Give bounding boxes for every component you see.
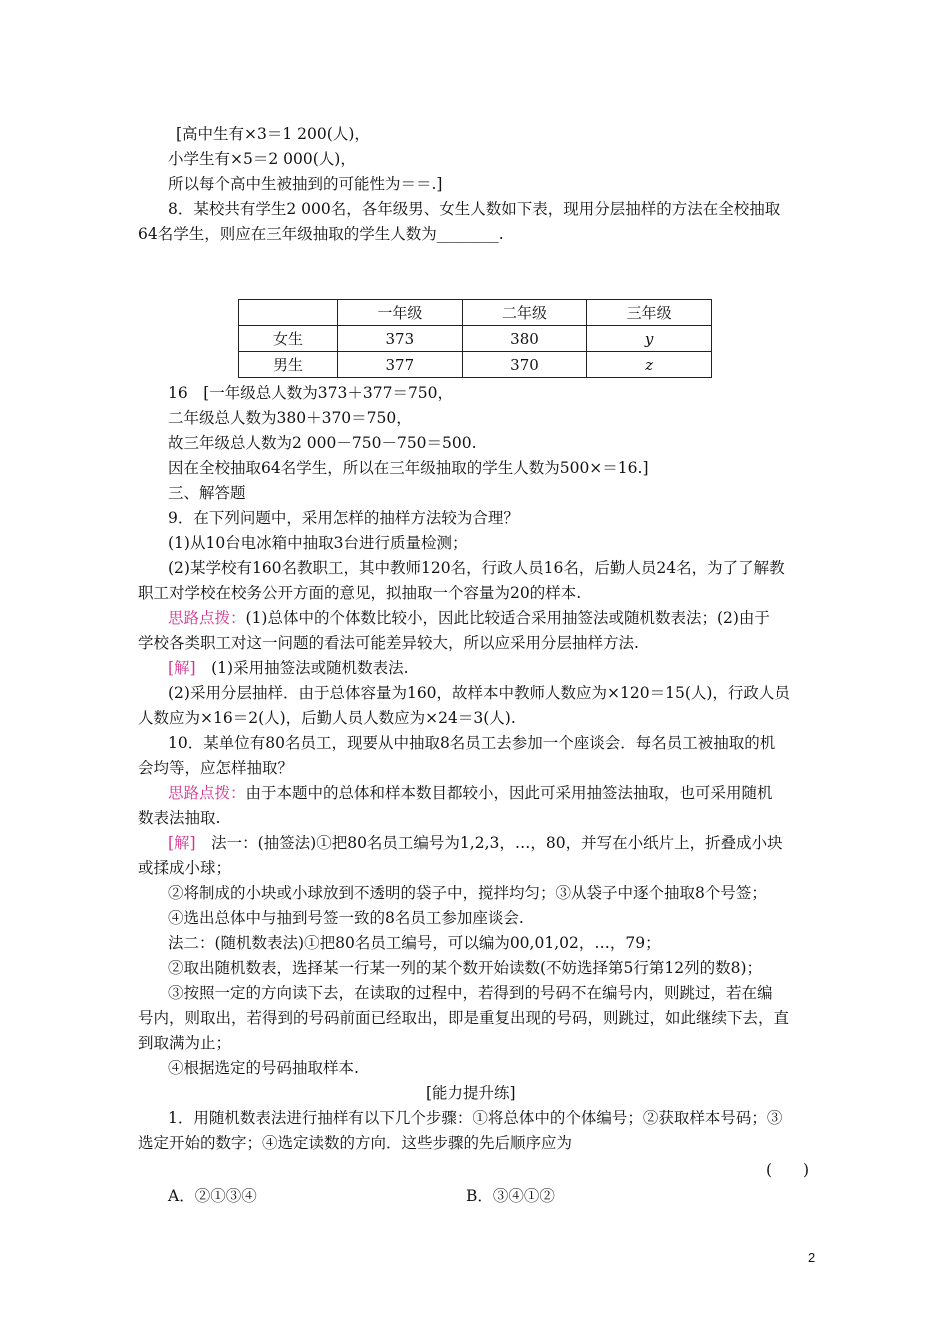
q10-solution-line-4: ④选出总体中与抽到号签一致的8名员工参加座谈会. [168,909,524,927]
q9-solution-line-1 [168,656,409,680]
q9-solution-line-3: 人数应为×16＝2(人)，后勤人员人数应为×24＝3(人). [138,709,516,727]
section-heading: 三、解答题 [168,484,246,502]
q10-solution-line-8: 号内，则取出，若得到的号码前面已经取出，即是重复出现的号码，则跳过，如此继续下去，直 [138,1009,790,1027]
q9-text-line-1: 9．在下列问题中，采用怎样的抽样方法较为合理？ [168,509,519,527]
q8-answer-line-2: 二年级总人数为380＋370＝750， [168,409,412,427]
solution-label: [解] [168,659,196,677]
table-header-cell [239,300,338,326]
q10-hint-line-2: 数表法抽取. [138,809,221,827]
table-row [239,352,712,378]
q10-solution-line-3: ②将制成的小块或小球放到不透明的袋子中，搅拌均匀；③从袋子中逐个抽取8个号签； [168,884,767,902]
q10-solution-line-2: 或揉成小球； [138,859,232,877]
grade-table [238,299,712,378]
q10-solution-line-1 [168,831,783,855]
prev-answer-line-3: 所以每个高中生被抽到的可能性为＝＝.] [168,175,443,193]
table-header-cell: 二年级 [462,300,587,326]
solution-text: 法一：(抽签法)①把80名员工编号为1,2,3，…，80，并写在小纸片上，折叠成小块 [195,834,783,852]
hint-label: 思路点拨： [168,784,246,802]
prev-answer-line-1: [高中生有×3＝1 200(人)， [176,125,370,143]
hint-text: 由于本题中的总体和样本数目都较小，因此可采用抽签法抽取，也可采用随机 [245,784,773,802]
option-b: B．③④①② [466,1187,555,1205]
q9-text-line-4: 职工对学校在校务公开方面的意见，拟抽取一个容量为20的样本. [138,584,582,602]
table-cell: 男生 [239,352,338,378]
q10-text-line-1: 10．某单位有80名员工，现要从中抽取8名员工去参加一个座谈会．每名员工被抽取的机 [168,734,776,752]
table-header-cell: 三年级 [587,300,712,326]
hint-text: (1)总体中的个体数比较小，因此比较适合采用抽签法或随机数表法；(2)由于 [245,609,770,627]
q10-solution-line-10: ④根据选定的号码抽取样本. [168,1059,359,1077]
q8-answer-line-3: 故三年级总人数为2 000－750－750＝500. [168,434,477,452]
q10-solution-line-7: ③按照一定的方向读下去，在读取的过程中，若得到的号码不在编号内，则跳过，若在编 [168,984,773,1002]
q9-hint-line-1 [168,606,770,630]
solution-label: [解] [168,834,196,852]
q10-text-line-2: 会均等，应怎样抽取？ [138,759,294,777]
p1-text-line-2: 选定开始的数字；④选定读数的方向．这些步骤的先后顺序应为 [138,1134,573,1152]
table-cell: 女生 [239,326,338,352]
q10-solution-line-5: 法二：(随机数表法)①把80名员工编号，可以编为00,01,02，…，79； [168,934,661,952]
table-row [239,326,712,352]
table-cell: z [587,352,712,378]
prev-answer-line-2: 小学生有×5＝2 000(人)， [168,150,356,168]
table-cell: y [587,326,712,352]
q9-hint-line-2: 学校各类职工对这一问题的看法可能差异较大，所以应采用分层抽样方法. [138,634,639,652]
hint-label: 思路点拨： [168,609,246,627]
table-cell: 370 [462,352,587,378]
q10-solution-line-9: 到取满为止； [138,1034,232,1052]
table-cell: 380 [462,326,587,352]
page-number: 2 [808,1250,816,1265]
q10-solution-line-6: ②取出随机数表，选择某一行某一列的某个数开始读数(不妨选择第5行第12列的数8)； [168,959,763,977]
option-a: A．②①③④ [168,1187,257,1205]
q8-text-line-2: 64名学生，则应在三年级抽取的学生人数为________. [138,225,504,243]
q9-solution-line-2: (2)采用分层抽样．由于总体容量为160，故样本中教师人数应为×120＝15(人)，行政人员 [168,684,790,702]
table-header-row [239,300,712,326]
table-cell: 377 [338,352,463,378]
q8-text-line-1: 8．某校共有学生2 000名，各年级男、女生人数如下表，现用分层抽样的方法在全校抽取 [168,200,781,218]
answer-parentheses: ( ) [766,1161,810,1179]
q8-answer-line-1: 16 [一年级总人数为373＋377＝750， [168,384,454,402]
q9-text-line-2: (1)从10台电冰箱中抽取3台进行质量检测； [168,534,468,552]
table-cell: 373 [338,326,463,352]
table-header-cell: 一年级 [338,300,463,326]
ability-section-title: [能力提升练] [426,1084,516,1102]
solution-text: (1)采用抽签法或随机数表法. [195,659,409,677]
q10-hint-line-1 [168,781,773,805]
q8-answer-line-4: 因在全校抽取64名学生，所以在三年级抽取的学生人数为500×＝16.] [168,459,649,477]
p1-text-line-1: 1．用随机数表法进行抽样有以下几个步骤：①将总体中的个体编号；②获取样本号码；③ [168,1109,783,1127]
q9-text-line-3: (2)某学校有160名教职工，其中教师120名，行政人员16名，后勤人员24名，为了了解教 [168,559,785,577]
